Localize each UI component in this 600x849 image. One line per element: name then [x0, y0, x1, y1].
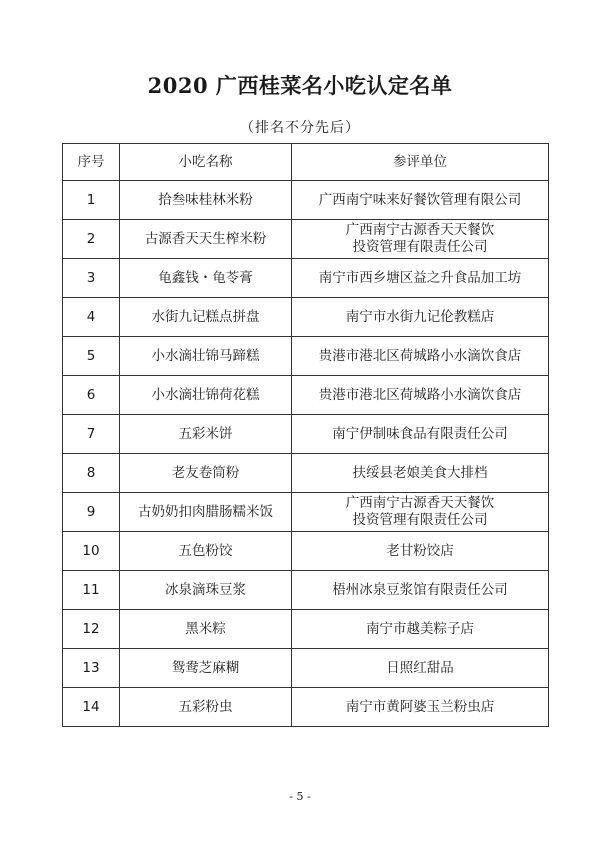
cell-snack-name: 龟鑫钱・龟苓膏	[120, 259, 292, 298]
cell-unit: 南宁伊制味食品有限责任公司	[292, 415, 549, 454]
cell-snack-name: 黑米粽	[120, 610, 292, 649]
cell-unit: 广西南宁古源香天天餐饮 投资管理有限责任公司	[292, 493, 549, 532]
cell-snack-name: 五彩粉虫	[120, 688, 292, 727]
cell-unit: 南宁市越美粽子店	[292, 610, 549, 649]
cell-unit: 广西南宁味来好餐饮管理有限公司	[292, 181, 549, 220]
table-row	[63, 610, 549, 649]
table-row	[63, 259, 549, 298]
cell-index: 5	[63, 337, 120, 376]
cell-index: 2	[63, 220, 120, 259]
table-row	[63, 493, 549, 532]
document-subtitle: （排名不分先后）	[240, 120, 360, 136]
cell-index: 7	[63, 415, 120, 454]
cell-snack-name: 古源香天天生榨米粉	[120, 220, 292, 259]
cell-index: 8	[63, 454, 120, 493]
table-row	[63, 298, 549, 337]
cell-index: 1	[63, 181, 120, 220]
cell-index: 3	[63, 259, 120, 298]
cell-snack-name: 小水滴壮锦马蹄糕	[120, 337, 292, 376]
cell-index: 10	[63, 532, 120, 571]
cell-snack-name: 五色粉饺	[120, 532, 292, 571]
cell-unit: 广西南宁古源香天天餐饮 投资管理有限责任公司	[292, 220, 549, 259]
table-row	[63, 454, 549, 493]
table-row	[63, 181, 549, 220]
cell-index: 11	[63, 571, 120, 610]
cell-unit: 贵港市港北区荷城路小水滴饮食店	[292, 337, 549, 376]
table-header-row	[63, 144, 549, 181]
cell-unit: 贵港市港北区荷城路小水滴饮食店	[292, 376, 549, 415]
cell-snack-name: 拾叁味桂林米粉	[120, 181, 292, 220]
table-row	[63, 220, 549, 259]
cell-unit: 南宁市黄阿婆玉兰粉虫店	[292, 688, 549, 727]
cell-index: 14	[63, 688, 120, 727]
cell-snack-name: 水街九记糕点拼盘	[120, 298, 292, 337]
cell-index: 6	[63, 376, 120, 415]
table-body	[63, 181, 549, 727]
cell-index: 4	[63, 298, 120, 337]
cell-unit: 南宁市西乡塘区益之升食品加工坊	[292, 259, 549, 298]
table-row	[63, 376, 549, 415]
header-snack-name: 小吃名称	[120, 144, 292, 181]
table-row	[63, 532, 549, 571]
cell-index: 13	[63, 649, 120, 688]
snack-list-table	[62, 143, 549, 727]
document-title: 2020 广西桂菜名小吃认定名单	[147, 73, 453, 98]
cell-snack-name: 冰泉滴珠豆浆	[120, 571, 292, 610]
table-row	[63, 571, 549, 610]
table-row	[63, 688, 549, 727]
cell-index: 9	[63, 493, 120, 532]
table-row	[63, 337, 549, 376]
header-unit: 参评单位	[292, 144, 549, 181]
cell-snack-name: 鸳鸯芝麻糊	[120, 649, 292, 688]
cell-snack-name: 小水滴壮锦荷花糕	[120, 376, 292, 415]
table-row	[63, 415, 549, 454]
cell-snack-name: 五彩米饼	[120, 415, 292, 454]
cell-unit: 南宁市水街九记伦教糕店	[292, 298, 549, 337]
cell-unit: 梧州冰泉豆浆馆有限责任公司	[292, 571, 549, 610]
cell-index: 12	[63, 610, 120, 649]
cell-unit: 日照红甜品	[292, 649, 549, 688]
page-number: - 5 -	[289, 790, 311, 803]
cell-unit: 老甘粉饺店	[292, 532, 549, 571]
header-index: 序号	[63, 144, 120, 181]
table-row	[63, 649, 549, 688]
cell-snack-name: 古奶奶扣肉腊肠糯米饭	[120, 493, 292, 532]
cell-unit: 扶绥县老娘美食大排档	[292, 454, 549, 493]
cell-snack-name: 老友卷筒粉	[120, 454, 292, 493]
